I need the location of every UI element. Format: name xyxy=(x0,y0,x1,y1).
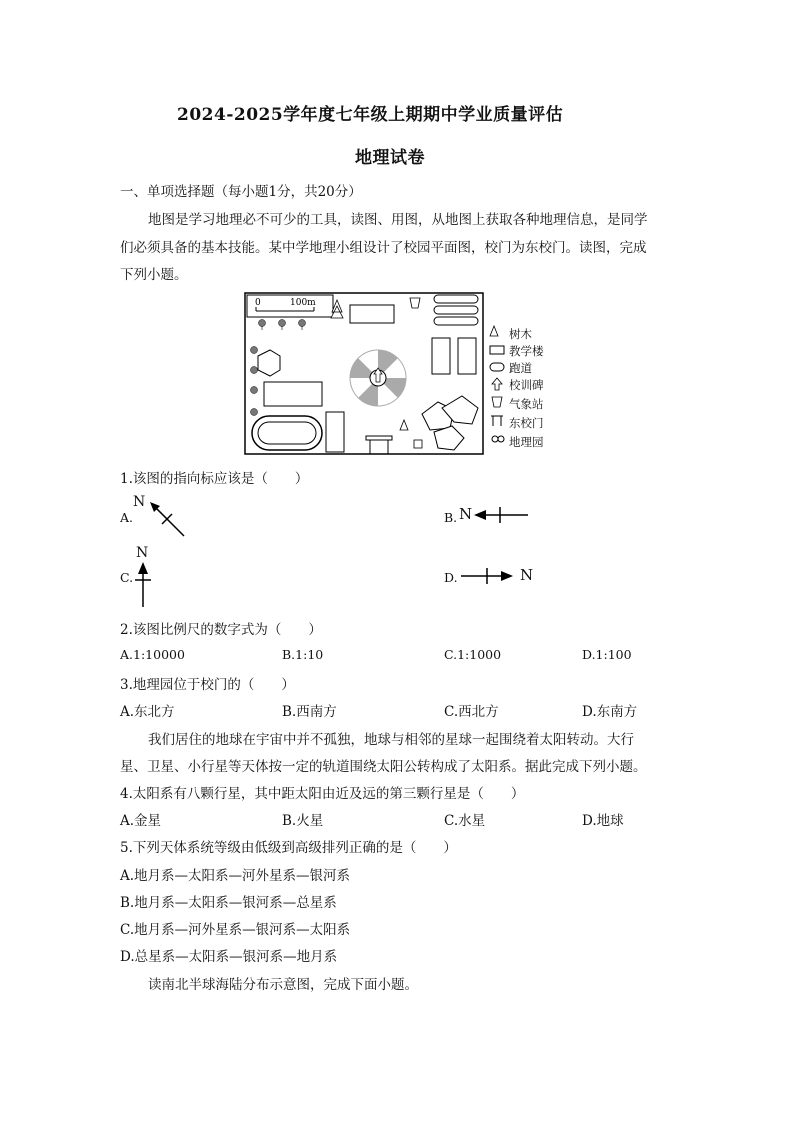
section-heading: 一、单项选择题（每小题1分，共20分） xyxy=(120,184,362,200)
q2-option-a[interactable]: A.1:10000 xyxy=(120,647,185,662)
q3-option-b[interactable]: B.西南方 xyxy=(282,704,337,720)
q2-option-d[interactable]: D.1:100 xyxy=(582,647,632,662)
q1-option-b-arrow-icon xyxy=(472,505,530,525)
question-3-stem: 3.地理园位于校门的（ ） xyxy=(120,677,295,693)
q1-option-d-arrow-icon xyxy=(459,566,515,586)
q5-option-d[interactable]: D.总星系—太阳系—银河系—地月系 xyxy=(120,949,338,965)
q1-option-c-arrow-icon xyxy=(133,560,153,608)
q3-option-c[interactable]: C.西北方 xyxy=(444,704,499,720)
exam-title: 2024-2025学年度七年级上期期中学业质量评估 xyxy=(177,105,564,125)
q5-option-b[interactable]: B.地月系—太阳系—银河系—总星系 xyxy=(120,895,337,911)
q1-option-b-north: N xyxy=(459,505,473,523)
q1-option-a-arrow-icon xyxy=(148,500,188,540)
legend-tree: 树木 xyxy=(509,327,532,341)
q4-option-d[interactable]: D.地球 xyxy=(582,813,624,829)
scale-label: 100m xyxy=(290,298,316,308)
legend-geography-garden: 地理园 xyxy=(509,435,544,449)
q4-option-a[interactable]: A.金星 xyxy=(120,813,162,829)
intro-paragraph-1-line-2: 们必须具备的基本技能。某中学地理小组设计了校园平面图，校门为东校门。读图，完成 xyxy=(120,240,647,256)
intro-paragraph-1-line-1: 地图是学习地理必不可少的工具，读图、用图，从地图上获取各种地理信息，是同学 xyxy=(148,212,648,228)
intro-paragraph-2-line-1: 我们居住的地球在宇宙中并不孤独，地球与相邻的星球一起围绕着太阳转动。大行 xyxy=(148,732,634,748)
q1-option-d-north: N xyxy=(520,566,534,584)
q3-option-a[interactable]: A.东北方 xyxy=(120,704,175,720)
q1-option-c-label: C. xyxy=(120,570,134,585)
legend-weather-station: 气象站 xyxy=(509,397,544,411)
q1-option-a-label: A. xyxy=(120,510,134,525)
legend-track: 跑道 xyxy=(509,361,532,375)
question-4-stem: 4.太阳系有八颗行星，其中距太阳由近及远的第三颗行星是（ ） xyxy=(120,786,525,802)
legend-east-gate: 东校门 xyxy=(509,416,544,430)
intro-paragraph-2-line-2: 星、卫星、小行星等天体按一定的轨道围绕太阳公转构成了太阳系。据此完成下列小题。 xyxy=(120,759,647,775)
legend-motto-monument: 校训碑 xyxy=(509,378,544,392)
scale-zero: 0 xyxy=(255,298,261,308)
q1-option-d-label: D. xyxy=(444,570,458,585)
question-5-stem: 5.下列天体系统等级由低级到高级排列正确的是（ ） xyxy=(120,840,457,856)
q4-option-b[interactable]: B.火星 xyxy=(282,813,324,829)
q1-option-b-label: B. xyxy=(444,510,458,525)
q5-option-a[interactable]: A.地月系—太阳系—河外星系—银河系 xyxy=(120,868,351,884)
question-1-stem: 1.该图的指向标应该是（ ） xyxy=(120,471,309,487)
legend-teaching-building: 教学楼 xyxy=(509,344,544,358)
q5-option-c[interactable]: C.地月系—河外星系—银河系—太阳系 xyxy=(120,922,351,938)
q1-option-a-north: N xyxy=(133,494,146,510)
q4-option-c[interactable]: C.水星 xyxy=(444,813,486,829)
q2-option-b[interactable]: B.1:10 xyxy=(282,647,324,662)
q3-option-d[interactable]: D.东南方 xyxy=(582,704,638,720)
question-2-stem: 2.该图比例尺的数字式为（ ） xyxy=(120,622,322,638)
intro-paragraph-1-line-3: 下列小题。 xyxy=(120,267,188,283)
exam-subtitle: 地理试卷 xyxy=(355,148,425,168)
intro-paragraph-3: 读南北半球海陆分布示意图，完成下面小题。 xyxy=(148,977,418,993)
q2-option-c[interactable]: C.1:1000 xyxy=(444,647,502,662)
q1-option-c-north: N xyxy=(136,545,149,561)
